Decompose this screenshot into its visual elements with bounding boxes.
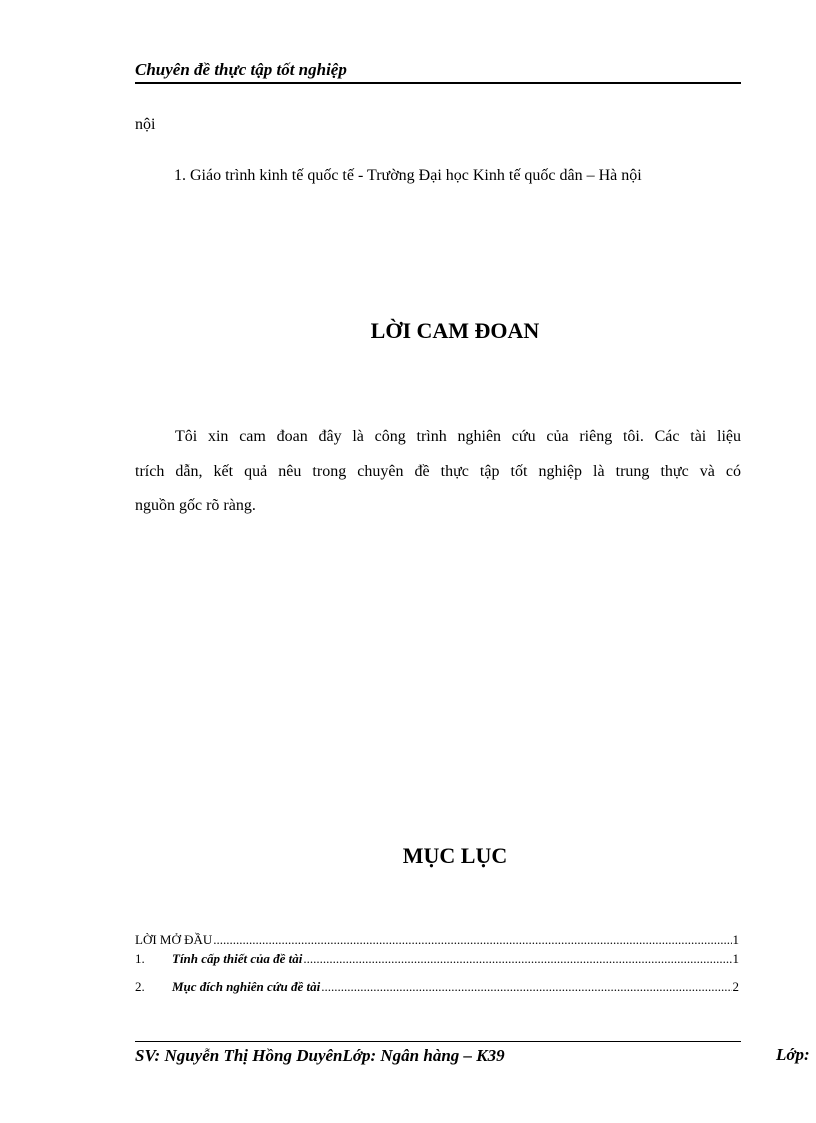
toc-entry-number: 1.: [135, 951, 145, 966]
declaration-line: trích dẫn, kết quả nêu trong chuyên đề thực tập tốt nghiệp là trung thực và có: [135, 463, 741, 480]
toc-entry[interactable]: [135, 932, 739, 948]
declaration-line: Tôi xin cam đoan đây là công trình nghiên cứu của riêng tôi. Các tài liệu: [175, 428, 741, 445]
toc-entry-number: 2.: [135, 979, 145, 994]
toc-leader-dots: [321, 979, 731, 995]
text-fragment: nội: [135, 116, 156, 133]
toc-entry-page: 1: [732, 951, 739, 966]
declaration-line: nguồn gốc rõ ràng.: [135, 497, 256, 514]
toc-leader-dots: [213, 932, 731, 948]
toc-entry-label: LỜI MỞ ĐẦU: [135, 932, 213, 947]
toc-heading: MỤC LỤC: [402, 843, 508, 868]
footer-student-info: SV: Nguyễn Thị Hồng DuyênLớp: Ngân hàng – K39: [135, 1046, 505, 1065]
declaration-heading: LỜI CAM ĐOAN: [370, 318, 540, 343]
toc-entry-label: Mục đích nghiên cứu đề tài: [172, 979, 321, 994]
toc-entry-page: 2: [732, 979, 739, 994]
page-footer: [135, 1041, 741, 1065]
toc-entry-label: Tính cấp thiết của đề tài: [172, 951, 303, 966]
toc-entry[interactable]: [135, 951, 739, 967]
footer-class-label: Lớp:: [776, 1045, 810, 1064]
toc-leader-dots: [303, 951, 731, 967]
reference-item: 1. Giáo trình kinh tế quốc tế - Trường Đại học Kinh tế quốc dân – Hà nội: [174, 167, 642, 184]
toc-entry-page: 1: [732, 932, 739, 947]
toc-entry[interactable]: [135, 979, 739, 995]
header-title: Chuyên đề thực tập tốt nghiệp: [135, 60, 347, 79]
page-header: [135, 58, 741, 84]
